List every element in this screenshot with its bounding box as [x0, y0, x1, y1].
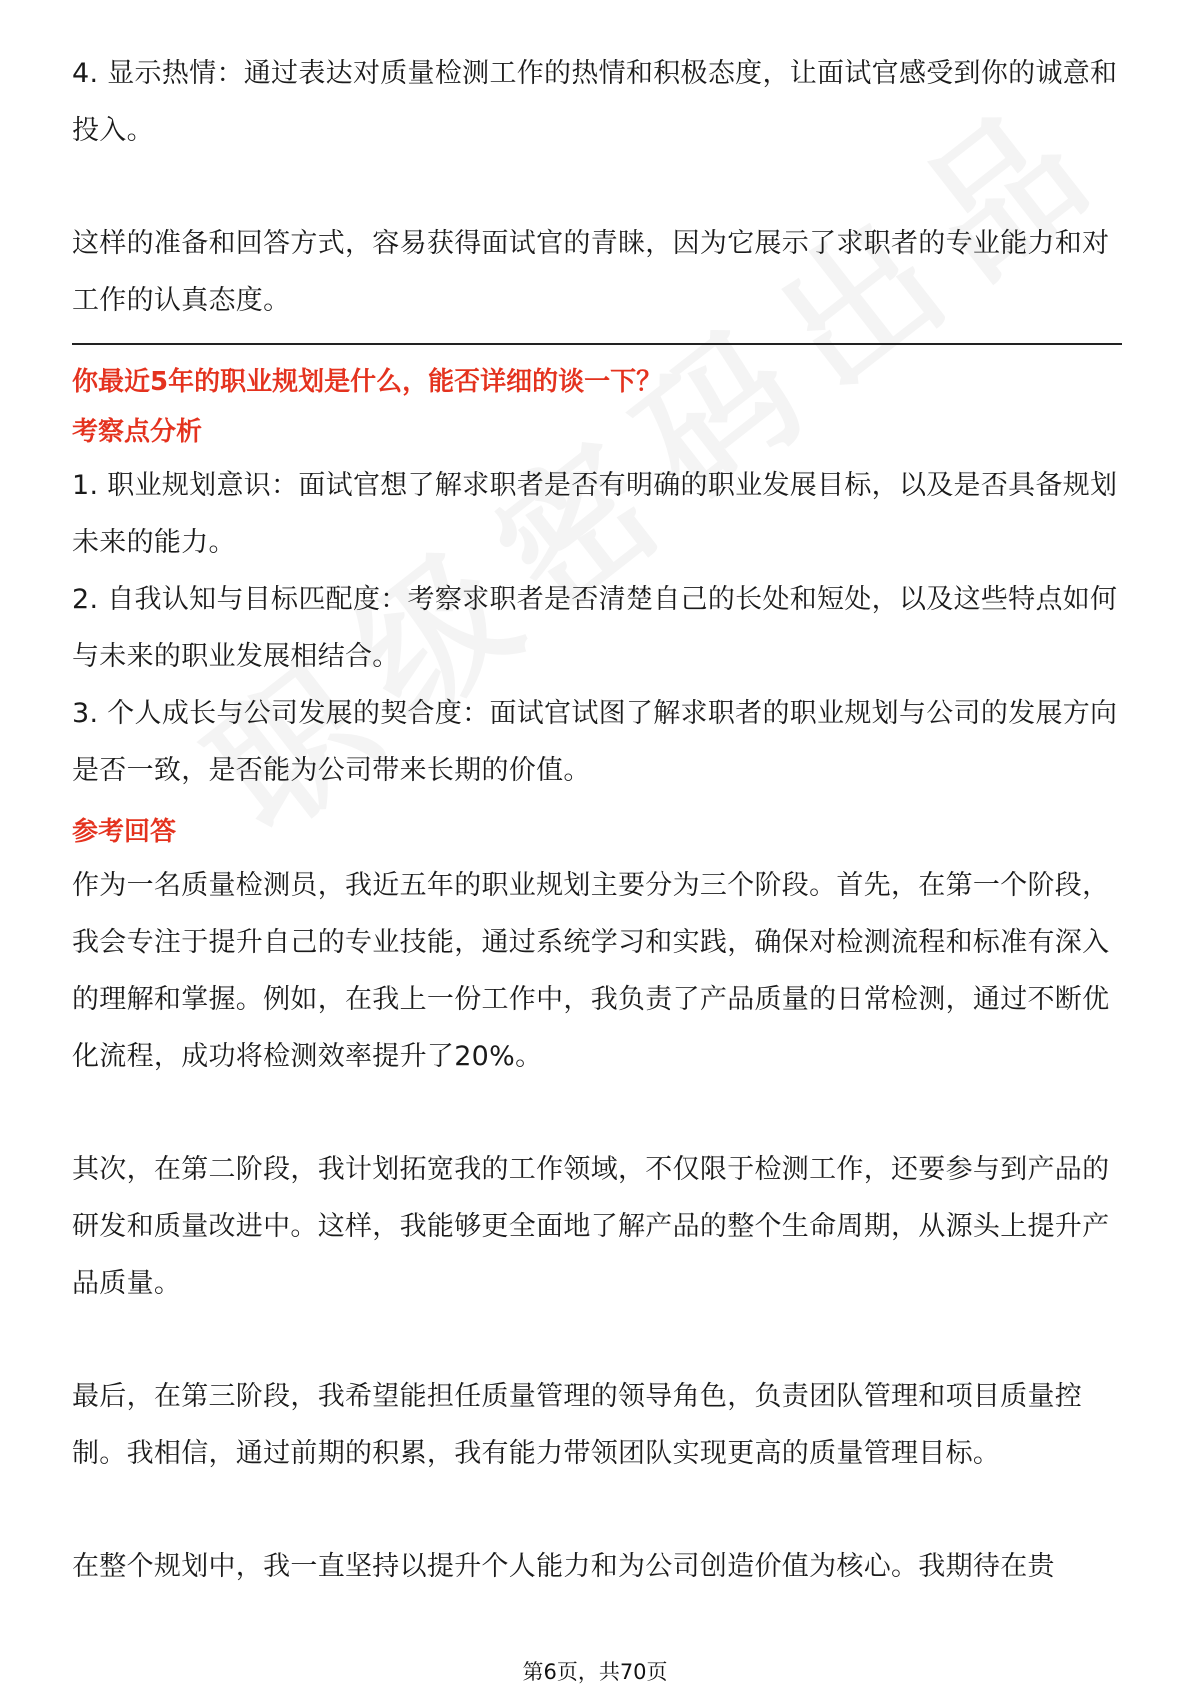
spacer [72, 159, 1122, 215]
intro-summary: 这样的准备和回答方式，容易获得面试官的青睐，因为它展示了求职者的专业能力和对工作的认真态度。 [72, 228, 1110, 316]
analysis-heading: 考察点分析 [72, 417, 203, 447]
spacer [72, 1085, 1122, 1141]
analysis-item: 3. 个人成长与公司发展的契合度：面试官试图了解求职者的职业规划与公司的发展方向是否一致，是否能为公司带来长期的价值。 [72, 698, 1118, 786]
analysis-item: 2. 自我认知与目标匹配度：考察求职者是否清楚自己的长处和短处，以及这些特点如何与未来的职业发展相结合。 [72, 584, 1118, 672]
answer-paragraph: 在整个规划中，我一直坚持以提升个人能力和为公司创造价值为核心。我期待在贵 [72, 1551, 1055, 1582]
answer-paragraph: 最后，在第三阶段，我希望能担任质量管理的领导角色，负责团队管理和项目质量控制。我相信，通过前期的积累，我有能力带领团队实现更高的质量管理目标。 [72, 1381, 1083, 1469]
spacer [72, 1312, 1122, 1368]
analysis-item: 1. 职业规划意识：面试官想了解求职者是否有明确的职业发展目标，以及是否具备规划未来的能力。 [72, 470, 1118, 558]
spacer [72, 1482, 1122, 1538]
answer-paragraph: 其次，在第二阶段，我计划拓宽我的工作领域，不仅限于检测工作，还要参与到产品的研发和质量改进中。这样，我能够更全面地了解产品的整个生命周期，从源头上提升产品质量。 [72, 1154, 1110, 1299]
question-title: 你最近5年的职业规划是什么，能否详细的谈一下？ [72, 367, 663, 397]
section-divider [72, 343, 1122, 345]
answer-heading: 参考回答 [72, 817, 177, 847]
answer-paragraph: 作为一名质量检测员，我近五年的职业规划主要分为三个阶段。首先，在第一个阶段，我会专注于提升自己的专业技能，通过系统学习和实践，确保对检测流程和标准有深入的理解和掌握。例如，在我上一份工作中，我负责了产品质量的日常检测，通过不断优化流程，成功将检测效率提升了20%。 [72, 870, 1110, 1072]
document-body [72, 45, 1122, 1595]
page-number: 第6页，共70页 [522, 1660, 668, 1684]
intro-item-4: 4. 显示热情：通过表达对质量检测工作的热情和积极态度，让面试官感受到你的诚意和投入。 [72, 58, 1118, 146]
